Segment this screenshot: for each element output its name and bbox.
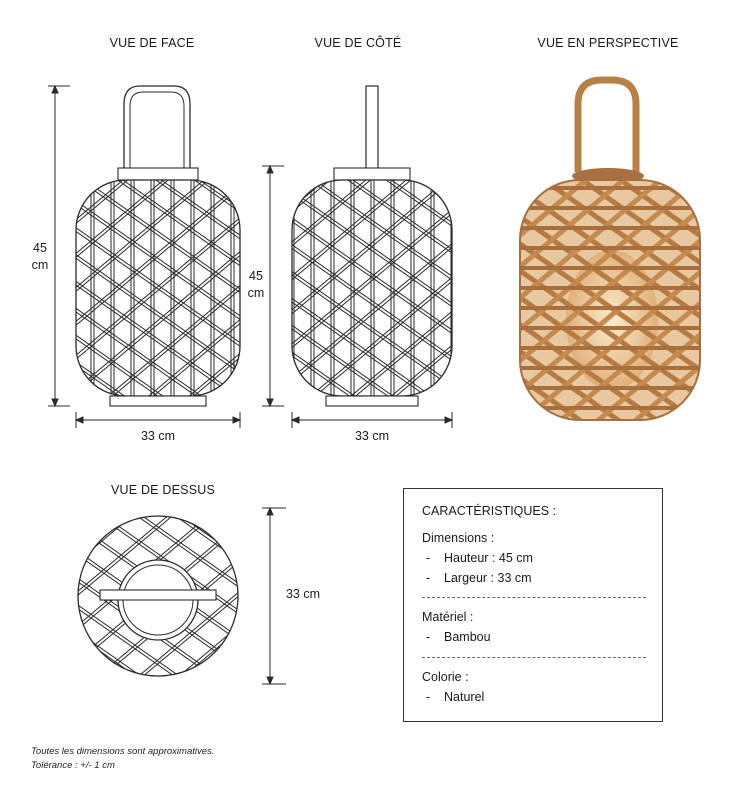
top-view-title: VUE DE DESSUS <box>110 483 216 497</box>
spec-width-text: Largeur : 33 cm <box>444 571 532 585</box>
spec-item-material <box>426 630 491 644</box>
perspective-view-title: VUE EN PERSPECTIVE <box>537 36 679 50</box>
side-height-value: 45 <box>249 269 263 283</box>
side-height-unit: cm <box>247 286 265 300</box>
spec-material-text: Bambou <box>444 630 491 644</box>
bullet-dash: - <box>426 690 431 704</box>
spec-item-height <box>426 551 533 565</box>
spec-color-text: Naturel <box>444 690 485 704</box>
side-width-label: 33 cm <box>354 429 390 443</box>
bullet-dash: - <box>426 630 431 644</box>
spec-item-color <box>426 690 484 704</box>
approximation-note: Toutes les dimensions sont approximatives. <box>31 746 215 757</box>
divider <box>422 657 646 658</box>
material-heading: Matériel : <box>422 610 474 624</box>
spec-item-width <box>426 571 532 585</box>
front-height-label <box>26 240 54 274</box>
divider <box>422 597 646 598</box>
side-width-dimension-line <box>292 412 452 428</box>
front-width-label: 33 cm <box>140 429 176 443</box>
specs-title: CARACTÉRISTIQUES : <box>422 504 557 518</box>
front-height-value: 45 <box>33 241 47 255</box>
dimensions-heading: Dimensions : <box>422 531 495 545</box>
perspective-lantern-image <box>520 80 700 420</box>
specifications-box <box>403 488 663 722</box>
front-view-lantern <box>76 86 240 406</box>
side-view-title: VUE DE CÔTÉ <box>314 36 402 50</box>
bullet-dash: - <box>426 571 431 585</box>
front-view-title: VUE DE FACE <box>109 36 195 50</box>
spec-height-text: Hauteur : 45 cm <box>444 551 533 565</box>
top-view-lantern <box>78 516 238 676</box>
tolerance-note: Tolérance : +/- 1 cm <box>31 760 115 771</box>
top-diameter-label: 33 cm <box>285 587 321 601</box>
front-width-dimension-line <box>76 412 240 428</box>
side-height-label <box>242 268 270 302</box>
color-heading: Colorie : <box>422 670 469 684</box>
side-view-lantern <box>292 86 452 406</box>
front-height-unit: cm <box>31 258 49 272</box>
bullet-dash: - <box>426 551 431 565</box>
